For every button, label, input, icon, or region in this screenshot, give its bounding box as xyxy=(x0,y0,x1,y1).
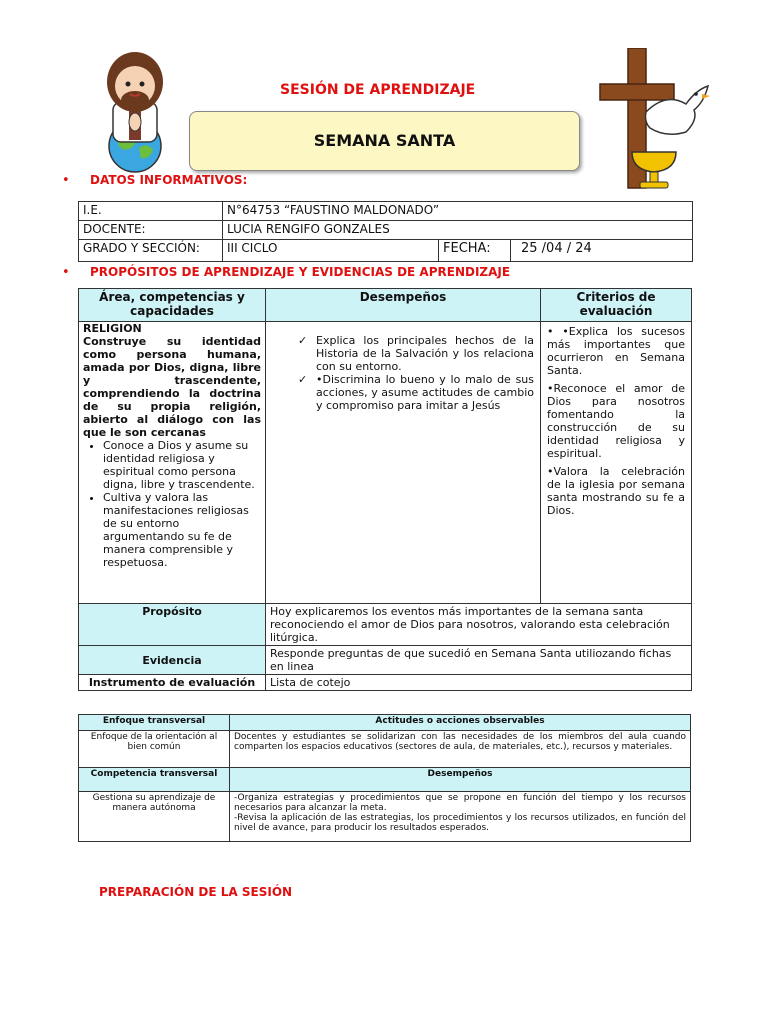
criterio-item: •Reconoce el amor de Dios para nosotros fomentando la construcción de su identidad religiosa y espiritual. xyxy=(547,382,685,460)
competencia-header: Competencia transversal xyxy=(79,768,230,792)
capacidad-item: • Conoce a Dios y asume su identidad religiosa y espiritual como persona digna, libre y trascendente. xyxy=(103,439,261,491)
header-criterios: Criterios de evaluación xyxy=(541,289,692,322)
cross-dove-chalice-illustration xyxy=(598,48,710,193)
title-banner xyxy=(189,111,580,171)
desempeno-item: ✓ Explica los principales hechos de la Historia de la Salvación y los relaciona con su entorno. xyxy=(316,334,534,373)
datos-bullet: • xyxy=(62,173,70,188)
capacidades-list xyxy=(83,439,261,569)
area-name: RELIGION xyxy=(83,322,142,335)
banner-title: SEMANA SANTA xyxy=(313,131,456,150)
competencia-text: Construye su identidad como persona humana, amada por Dios, digna, libre y trascendente, comprendiendo la doctrina de su propia religión, abierto al diálogo con las que le son cercanas xyxy=(83,335,261,439)
competencia-value: Gestiona su aprendizaje de manera autónoma xyxy=(79,792,230,842)
instrumento-label: Instrumento de evaluación xyxy=(79,675,266,691)
header-area: Área, competencias y capacidades xyxy=(79,289,266,322)
ie-value: N°64753 “FAUSTINO MALDONADO” xyxy=(223,202,693,221)
area-cell xyxy=(79,322,266,604)
enfoque-table xyxy=(78,714,691,842)
jesus-globe-illustration xyxy=(95,48,175,173)
desempenos-header: Desempeños xyxy=(230,768,691,792)
fecha-value: 25 /04 / 24 xyxy=(511,240,693,262)
instrumento-value: Lista de cotejo xyxy=(266,675,692,691)
header-desempenos: Desempeños xyxy=(266,289,541,322)
proposito-value: Hoy explicaremos los eventos más importantes de la semana santa reconociendo el amor de Dios para nosotros, valorando esta celebración litúrgica. xyxy=(266,604,692,646)
session-title: SESIÓN DE APRENDIZAJE xyxy=(280,82,476,98)
preparacion-heading: PREPARACIÓN DE LA SESIÓN xyxy=(99,885,293,899)
propositos-bullet: • xyxy=(62,265,70,280)
desempenos-list xyxy=(292,334,534,412)
desempenos-cell xyxy=(266,322,541,604)
enfoque-header: Enfoque transversal xyxy=(79,715,230,731)
actitudes-value: Docentes y estudiantes se solidarizan con las necesidades de los miembros del aula cuando comparten los espacios educativos (sectores de aula, de materiales, etc.), recursos y materiales. xyxy=(230,731,691,768)
docente-value: LUCIA RENGIFO GONZALES xyxy=(223,221,693,240)
actitudes-header: Actitudes o acciones observables xyxy=(230,715,691,731)
evidencia-value: Responde preguntas de que sucedió en Semana Santa utiliozando fichas en linea xyxy=(266,646,692,675)
info-table xyxy=(78,201,693,262)
propositos-heading: PROPÓSITOS DE APRENDIZAJE Y EVIDENCIAS DE APRENDIZAJE xyxy=(90,265,511,279)
criterio-item: • •Explica los sucesos más importantes que ocurrieron en Semana Santa. xyxy=(547,325,685,377)
capacidad-item: • Cultiva y valora las manifestaciones religiosas de su entorno argumentando su fe de manera comprensible y respetuosa. xyxy=(103,491,261,569)
proposito-label: Propósito xyxy=(79,604,266,646)
desempeno-item: ✓ •Discrimina lo bueno y lo malo de sus acciones, y asume actitudes de cambio y compromiso para imitar a Jesús xyxy=(316,373,534,412)
docente-label: DOCENTE: xyxy=(79,221,223,240)
enfoque-value: Enfoque de la orientación al bien común xyxy=(79,731,230,768)
main-table xyxy=(78,288,692,691)
fecha-label: FECHA: xyxy=(439,240,511,262)
criterio-item: •Valora la celebración de la iglesia por semana santa mostrando su fe a Dios. xyxy=(547,465,685,517)
criterios-cell xyxy=(541,322,692,604)
grado-value: III CICLO xyxy=(223,240,439,262)
evidencia-label: Evidencia xyxy=(79,646,266,675)
grado-label: GRADO Y SECCIÓN: xyxy=(79,240,223,262)
desempenos-value: -Organiza estrategias y procedimientos que se propone en función del tiempo y los recursos necesarios para alcanzar la meta. -Revisa la aplicación de las estrategias, los procedimientos y los recursos utilizados, en función del nivel de avance, para producir los resultados esperados. xyxy=(230,792,691,842)
ie-label: I.E. xyxy=(79,202,223,221)
datos-heading: DATOS INFORMATIVOS: xyxy=(90,173,248,187)
